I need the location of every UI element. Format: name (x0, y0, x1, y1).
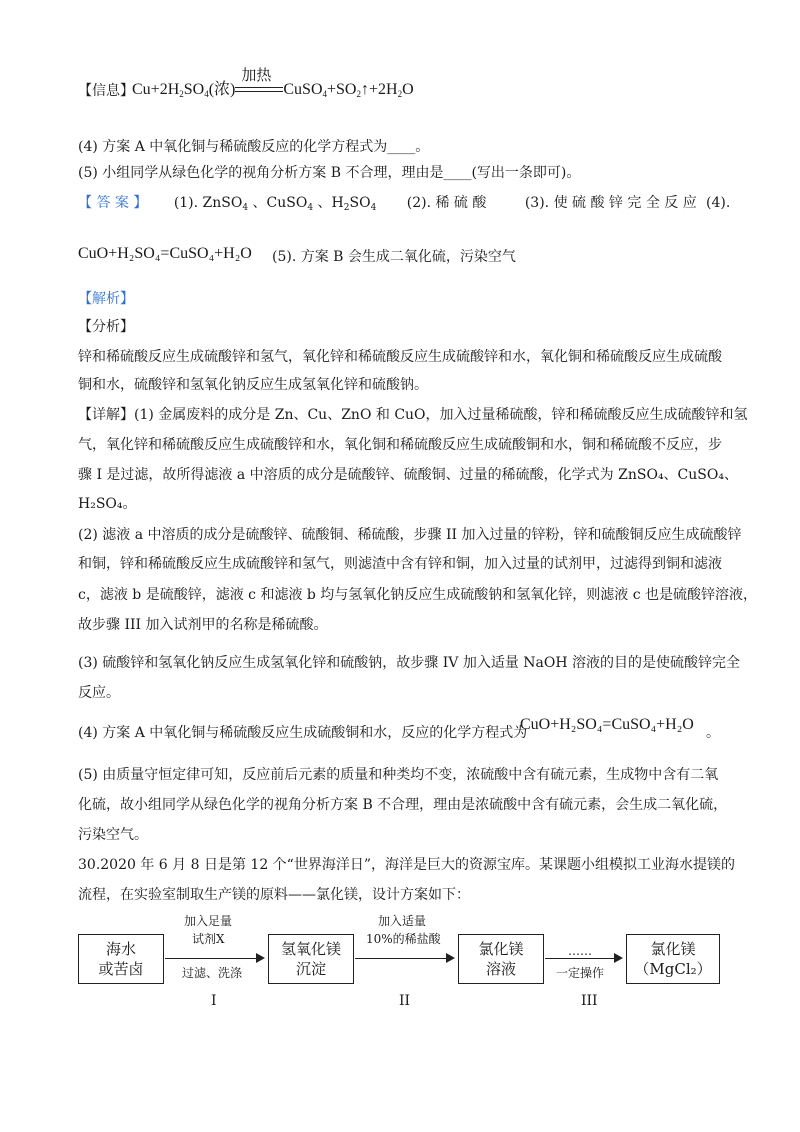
detail-line: (4) 方案 A 中氧化铜与稀硫酸反应生成硫酸铜和水，反应的化学方程式为 (78, 725, 528, 741)
arrow-2-label: 加入适量 (378, 914, 427, 928)
detail-formula: CuO+H₂SO₄=CuSO₄+H₂O (520, 716, 694, 733)
flow-box-mg-hydroxide (268, 934, 354, 984)
flow-box-mgcl2 (626, 934, 720, 984)
detail-line: 故步骤 III 加入试剂甲的名称是稀硫酸。 (78, 617, 328, 633)
eq-part: CuSO (283, 81, 323, 98)
analysis-line: 锌和稀硫酸反应生成硫酸锌和氢气，氧化锌和稀硫酸反应生成硫酸锌和水，氧化铜和稀硫酸反应生成硫酸 (78, 349, 722, 365)
box-text: 氢氧化镁 (280, 940, 341, 958)
arrow-3-label: …… (568, 944, 592, 958)
question-30-line: 30.2020 年 6 月 8 日是第 12 个“世界海洋日”，海洋是巨大的资源宝库。某课题小组模拟工业海水提镁的 (78, 857, 735, 873)
box-text: 或苦卤 (98, 960, 144, 978)
flow-arrow (355, 958, 453, 959)
heat-condition: 加热 (241, 68, 272, 85)
eq-part: Cu+2H (132, 81, 180, 98)
box-text: 氯化镁 (650, 940, 696, 958)
eq-sub: 4 (204, 89, 209, 99)
answer-4-label: (4). (706, 195, 731, 211)
arrow-1-label: 过滤、洗涤 (182, 966, 243, 980)
eq-part: ↑+2H (360, 81, 398, 98)
info-label: 【信息】 (78, 83, 134, 99)
question-5: (5) 小组同学从绿色化学的视角分析方案 B 不合理，理由是____(写出一条即可)。 (78, 165, 581, 181)
box-text: 海水 (105, 940, 136, 958)
ans-sub: 2 (343, 203, 350, 213)
eq-sub: 4 (322, 89, 327, 99)
step-label: III (581, 993, 598, 1009)
detail-line: 和铜，锌和稀硫酸反应生成硫酸锌和氢气，则滤渣中含有锌和铜，加入过量的试剂甲，过滤得到铜和滤液 (78, 556, 722, 572)
answer-1 (174, 195, 376, 211)
answer-2: (2). 稀 硫 酸 (406, 195, 487, 211)
detail-line: (2) 滤液 a 中溶质的成分是硫酸锌、硫酸铜、稀硫酸，步骤 II 加入过量的锌粉，锌和硫酸铜反应生成硫酸锌 (78, 527, 742, 543)
analysis-sublabel: 【分析】 (78, 319, 134, 335)
box-text: （MgCl₂） (634, 960, 712, 978)
detail-line: 气，氧化锌和稀硫酸反应生成硫酸锌和水，氧化铜和稀硫酸反应生成硫酸铜和水，铜和稀硫酸不反应，步 (78, 437, 722, 453)
ans-sub: 4 (370, 203, 377, 213)
flow-arrow (165, 958, 263, 959)
detail-line: 化硫，故小组同学从绿色化学的视角分析方案 B 不合理，理由是浓硫酸中含有硫元素，会生成二氧化硫， (78, 797, 728, 813)
detail-line: (5) 由质量守恒定律可知，反应前后元素的质量和种类均不变，浓硫酸中含有硫元素，生成物中含有二氧 (78, 767, 719, 783)
arrow-1-label: 加入足量 (184, 914, 233, 928)
step-label: II (399, 993, 411, 1009)
detail-line: c，滤液 b 是硫酸锌，滤液 c 和滤液 b 均与氢氧化钠反应生成硫酸钠和氢氧化锌，则滤液 c 也是硫酸锌溶液， (78, 587, 758, 603)
detail-line: (3) 硫酸锌和氢氧化钠反应生成氢氧化锌和硫酸钠，故步骤 IV 加入适量 NaOH 溶液的目的是使硫酸锌完全 (78, 655, 741, 671)
eq-sub: 2 (356, 89, 361, 99)
arrow-3-label: 一定操作 (556, 966, 605, 980)
eq-part: +SO (327, 81, 357, 98)
eq-line (235, 87, 283, 88)
question-4: (4) 方案 A 中氧化铜与稀硫酸反应的化学方程式为____。 (78, 139, 430, 155)
answer-line (78, 195, 731, 215)
equals-with-heat (235, 68, 283, 98)
answer-3: (3). 使 硫 酸 锌 完 全 反 应 (524, 195, 697, 211)
question-30-line: 流程，在实验室制取生产镁的原料——氯化镁，设计方案如下： (78, 887, 470, 903)
box-text: 沉淀 (295, 960, 326, 978)
detail-line: H₂SO₄。 (78, 496, 137, 512)
flow-arrow (545, 958, 621, 959)
ans-part: (1). ZnSO (173, 195, 243, 211)
detail-line: 反应。 (78, 685, 120, 701)
eq-part: O (402, 81, 414, 98)
eq-part: SO (183, 81, 205, 98)
ans-part: SO (349, 195, 371, 211)
ans-part: 、H (313, 195, 344, 211)
eq-sub: 2 (397, 89, 403, 99)
detail-line-end: 。 (706, 725, 720, 741)
step-label: I (211, 993, 217, 1009)
arrow-1-label: 试剂X (192, 932, 225, 946)
ans-sub: 4 (307, 203, 314, 213)
box-text: 溶液 (485, 960, 516, 978)
ans-part: 、CuSO (248, 195, 308, 211)
answer-label: 【 答 案 】 (78, 195, 148, 211)
flow-box-mgcl-solution (458, 934, 544, 984)
detail-line: 污染空气。 (78, 827, 148, 843)
eq-part: (浓) (208, 81, 236, 98)
answer-5: (5). 方案 B 会生成二氧化硫，污染空气 (272, 249, 516, 265)
ans-sub: 4 (242, 203, 249, 213)
arrow-2-label: 10%的稀盐酸 (366, 932, 441, 946)
info-equation (132, 68, 414, 99)
flow-box-seawater (78, 934, 164, 984)
eq-line (235, 91, 283, 92)
answer-4-formula: CuO+H₂SO₄=CuSO₄+H₂O (78, 245, 252, 262)
eq-sub: 2 (179, 89, 184, 99)
analysis-label: 【解析】 (78, 291, 134, 307)
detail-line: 【详解】(1) 金属废料的成分是 Zn、Cu、ZnO 和 CuO，加入过量稀硫酸，锌和稀硫酸反应生成硫酸锌和氢 (78, 407, 748, 423)
detail-line: 骤 I 是过滤，故所得滤液 a 中溶质的成分是硫酸锌、硫酸铜、过量的稀硫酸，化学式为 ZnSO₄、CuSO₄、 (78, 467, 738, 483)
analysis-line: 铜和水，硫酸锌和氢氧化钠反应生成氢氧化锌和硫酸钠。 (78, 377, 428, 393)
box-text: 氯化镁 (478, 940, 524, 958)
